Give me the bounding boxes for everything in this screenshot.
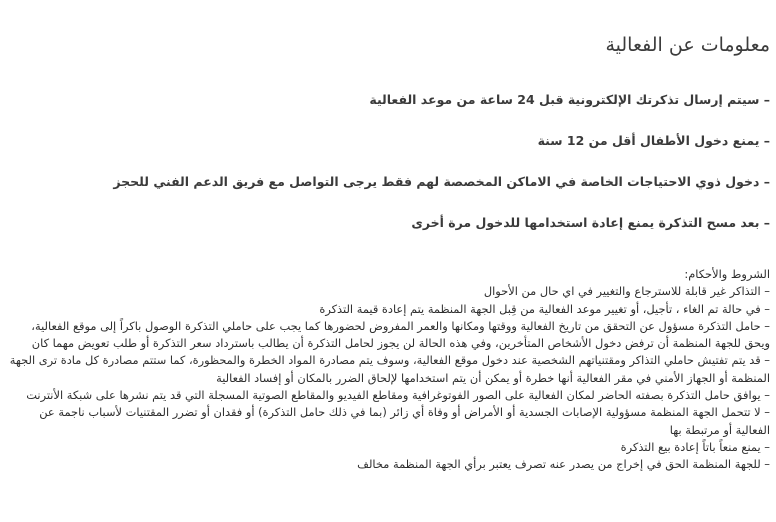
terms-line-liability-cont: الفعالية أو مرتبطة بها (669, 422, 770, 437)
terms-line-cancellation: – في حالة تم الغاء ، تأجيل، أو تغيير موعد الفعالية من قِبل الجهة المنظمة يتم إعادة قيمة التذكرة (319, 301, 770, 316)
terms-line-liability: – لا تتحمل الجهة المنظمة مسؤولية الإصابات الجسدية أو الأمراض أو وفاة أي زائر (بما في ذلك حامل التذكرة) أو فقدان أو تضرر المقتنيات لأسباب ناجمة عن (39, 405, 770, 420)
event-info-list (8, 90, 770, 254)
terms-line-late-entry: ويحق للجهة المنظمة أن ترفض دخول الأشخاص المتأخرين، وفي هذه الحالة لن يجوز لحامل التذكرة أن يطالب باسترداد سعر التذكرة أو طلب تعويض مهما كان (31, 336, 770, 351)
terms-heading: الشروط والأحكام: (684, 267, 770, 281)
terms-section (8, 266, 770, 474)
terms-line-inspection-cont: المنظمة أو الجهاز الأمني في مقر الفعالية أنها خطرة أو يمكن أن يتم استخدامها لإلحاق الضرر بالمكان أو إفساد الفعالية (216, 370, 770, 385)
terms-line-media-consent: – يوافق حامل التذكرة بصفته الحاضر لمكان الفعالية على الصور الفوتوغرافية ومقاطع الفيديو والمقاطع الصوتية المسجلة التي قد يتم نشرها على شبكة الأنترنت (26, 388, 770, 403)
event-info-item-special-needs: – دخول ذوي الاحتياجات الخاصة في الاماكن المخصصة لهم فقط يرجى التواصل مع فريق الدعم الفني للحجز (113, 174, 770, 189)
event-info-title: معلومات عن الفعالية (605, 34, 770, 56)
terms-line-removal-right: – للجهة المنظمة الحق في إخراج من يصدر عنه تصرف يعتبر برأي الجهة المنظمة مخالف (357, 457, 770, 472)
terms-line-no-resale: – يمنع منعاً باتاً إعادة بيع التذكرة (620, 439, 770, 454)
event-info-item-ticket-reuse: – بعد مسح التذكرة يمنع إعادة استخدامها للدخول مرة أخرى (411, 215, 770, 230)
terms-line-holder-responsibility: – حامل التذكرة مسؤول عن التحقق من تاريخ الفعالية ووقتها ومكانها والعمر المفروض لحضورها كما يجب على حاملي التذكرة الوصول باكراً إلى موقع الفعالية، (31, 318, 770, 333)
terms-line-no-refund: – التذاكر غير قابلة للاسترجاع والتغيير في اي حال من الأحوال (483, 284, 770, 299)
terms-line-inspection: – قد يتم تفتيش حاملي التذاكر ومقتنياتهم الشخصية عند دخول موقع الفعالية، وسوف يتم مصادرة المواد الخطرة والمحظورة، كما ستتم مصادرة كل مادة ترى الجهة (9, 353, 770, 368)
event-info-item-age-limit: – يمنع دخول الأطفال أقل من 12 سنة (537, 133, 770, 148)
event-info-item-ticket-delivery: – سيتم إرسال تذكرتك الإلكترونية قبل 24 ساعة من موعد الفعالية (369, 92, 770, 107)
